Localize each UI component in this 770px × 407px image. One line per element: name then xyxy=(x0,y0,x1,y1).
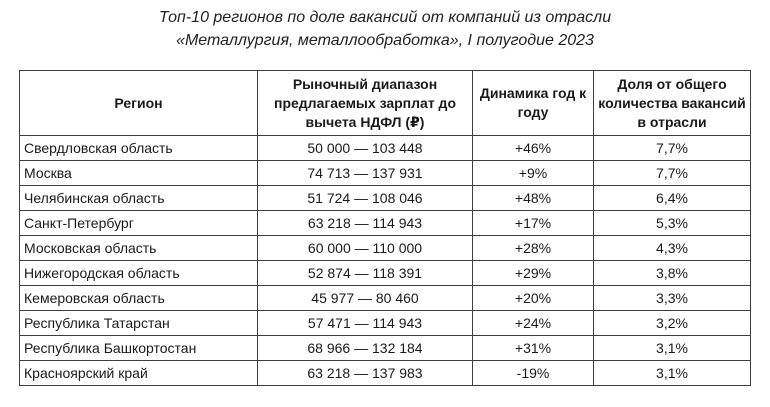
cell-share: 3,2% xyxy=(594,311,751,336)
cell-salary-range: 60 000 — 110 000 xyxy=(258,236,473,261)
cell-dynamics: +17% xyxy=(473,211,594,236)
cell-dynamics: +20% xyxy=(473,286,594,311)
table-row xyxy=(20,286,751,311)
cell-region: Нижегородская область xyxy=(20,261,258,286)
cell-dynamics: +31% xyxy=(473,336,594,361)
cell-salary-range: 74 713 — 137 931 xyxy=(258,161,473,186)
cell-share: 3,8% xyxy=(594,261,751,286)
cell-dynamics: +29% xyxy=(473,261,594,286)
cell-region: Республика Татарстан xyxy=(20,311,258,336)
cell-dynamics: +28% xyxy=(473,236,594,261)
cell-region: Красноярский край xyxy=(20,361,258,386)
cell-region: Москва xyxy=(20,161,258,186)
header-share: Доля от общего количества вакансий в отрасли xyxy=(594,71,751,136)
cell-region: Челябинская область xyxy=(20,186,258,211)
cell-salary-range: 50 000 — 103 448 xyxy=(258,136,473,161)
table-header xyxy=(20,71,751,136)
cell-share: 5,3% xyxy=(594,211,751,236)
cell-share: 7,7% xyxy=(594,136,751,161)
cell-dynamics: +24% xyxy=(473,311,594,336)
table-row xyxy=(20,236,751,261)
header-salary-range: Рыночный диапазон предлагаемых зарплат до вычета НДФЛ (₽) xyxy=(258,71,473,136)
title-line-2: «Металлургия, металлообработка», I полугодие 2023 xyxy=(176,32,594,49)
table-row xyxy=(20,261,751,286)
page-title xyxy=(0,6,770,52)
cell-share: 3,1% xyxy=(594,361,751,386)
cell-salary-range: 51 724 — 108 046 xyxy=(258,186,473,211)
header-row xyxy=(20,71,751,136)
cell-share: 7,7% xyxy=(594,161,751,186)
cell-region: Санкт-Петербург xyxy=(20,211,258,236)
table-row xyxy=(20,361,751,386)
table-row xyxy=(20,136,751,161)
table-row xyxy=(20,311,751,336)
cell-salary-range: 57 471 — 114 943 xyxy=(258,311,473,336)
cell-region: Московская область xyxy=(20,236,258,261)
cell-region: Свердловская область xyxy=(20,136,258,161)
header-region: Регион xyxy=(20,71,258,136)
cell-region: Кемеровская область xyxy=(20,286,258,311)
cell-share: 3,1% xyxy=(594,336,751,361)
cell-salary-range: 68 966 — 132 184 xyxy=(258,336,473,361)
cell-salary-range: 63 218 — 137 983 xyxy=(258,361,473,386)
title-line-1: Топ-10 регионов по доле вакансий от компаний из отрасли xyxy=(158,9,612,26)
table-row xyxy=(20,161,751,186)
table-row xyxy=(20,186,751,211)
table-row xyxy=(20,211,751,236)
table-row xyxy=(20,336,751,361)
cell-salary-range: 45 977 — 80 460 xyxy=(258,286,473,311)
regions-table xyxy=(19,70,751,386)
cell-dynamics: +46% xyxy=(473,136,594,161)
cell-dynamics: +9% xyxy=(473,161,594,186)
table-body xyxy=(20,136,751,386)
cell-share: 6,4% xyxy=(594,186,751,211)
cell-dynamics: +48% xyxy=(473,186,594,211)
cell-dynamics: -19% xyxy=(473,361,594,386)
cell-share: 4,3% xyxy=(594,236,751,261)
cell-salary-range: 52 874 — 118 391 xyxy=(258,261,473,286)
cell-share: 3,3% xyxy=(594,286,751,311)
cell-salary-range: 63 218 — 114 943 xyxy=(258,211,473,236)
cell-region: Республика Башкортостан xyxy=(20,336,258,361)
header-dynamics: Динамика год к году xyxy=(473,71,594,136)
